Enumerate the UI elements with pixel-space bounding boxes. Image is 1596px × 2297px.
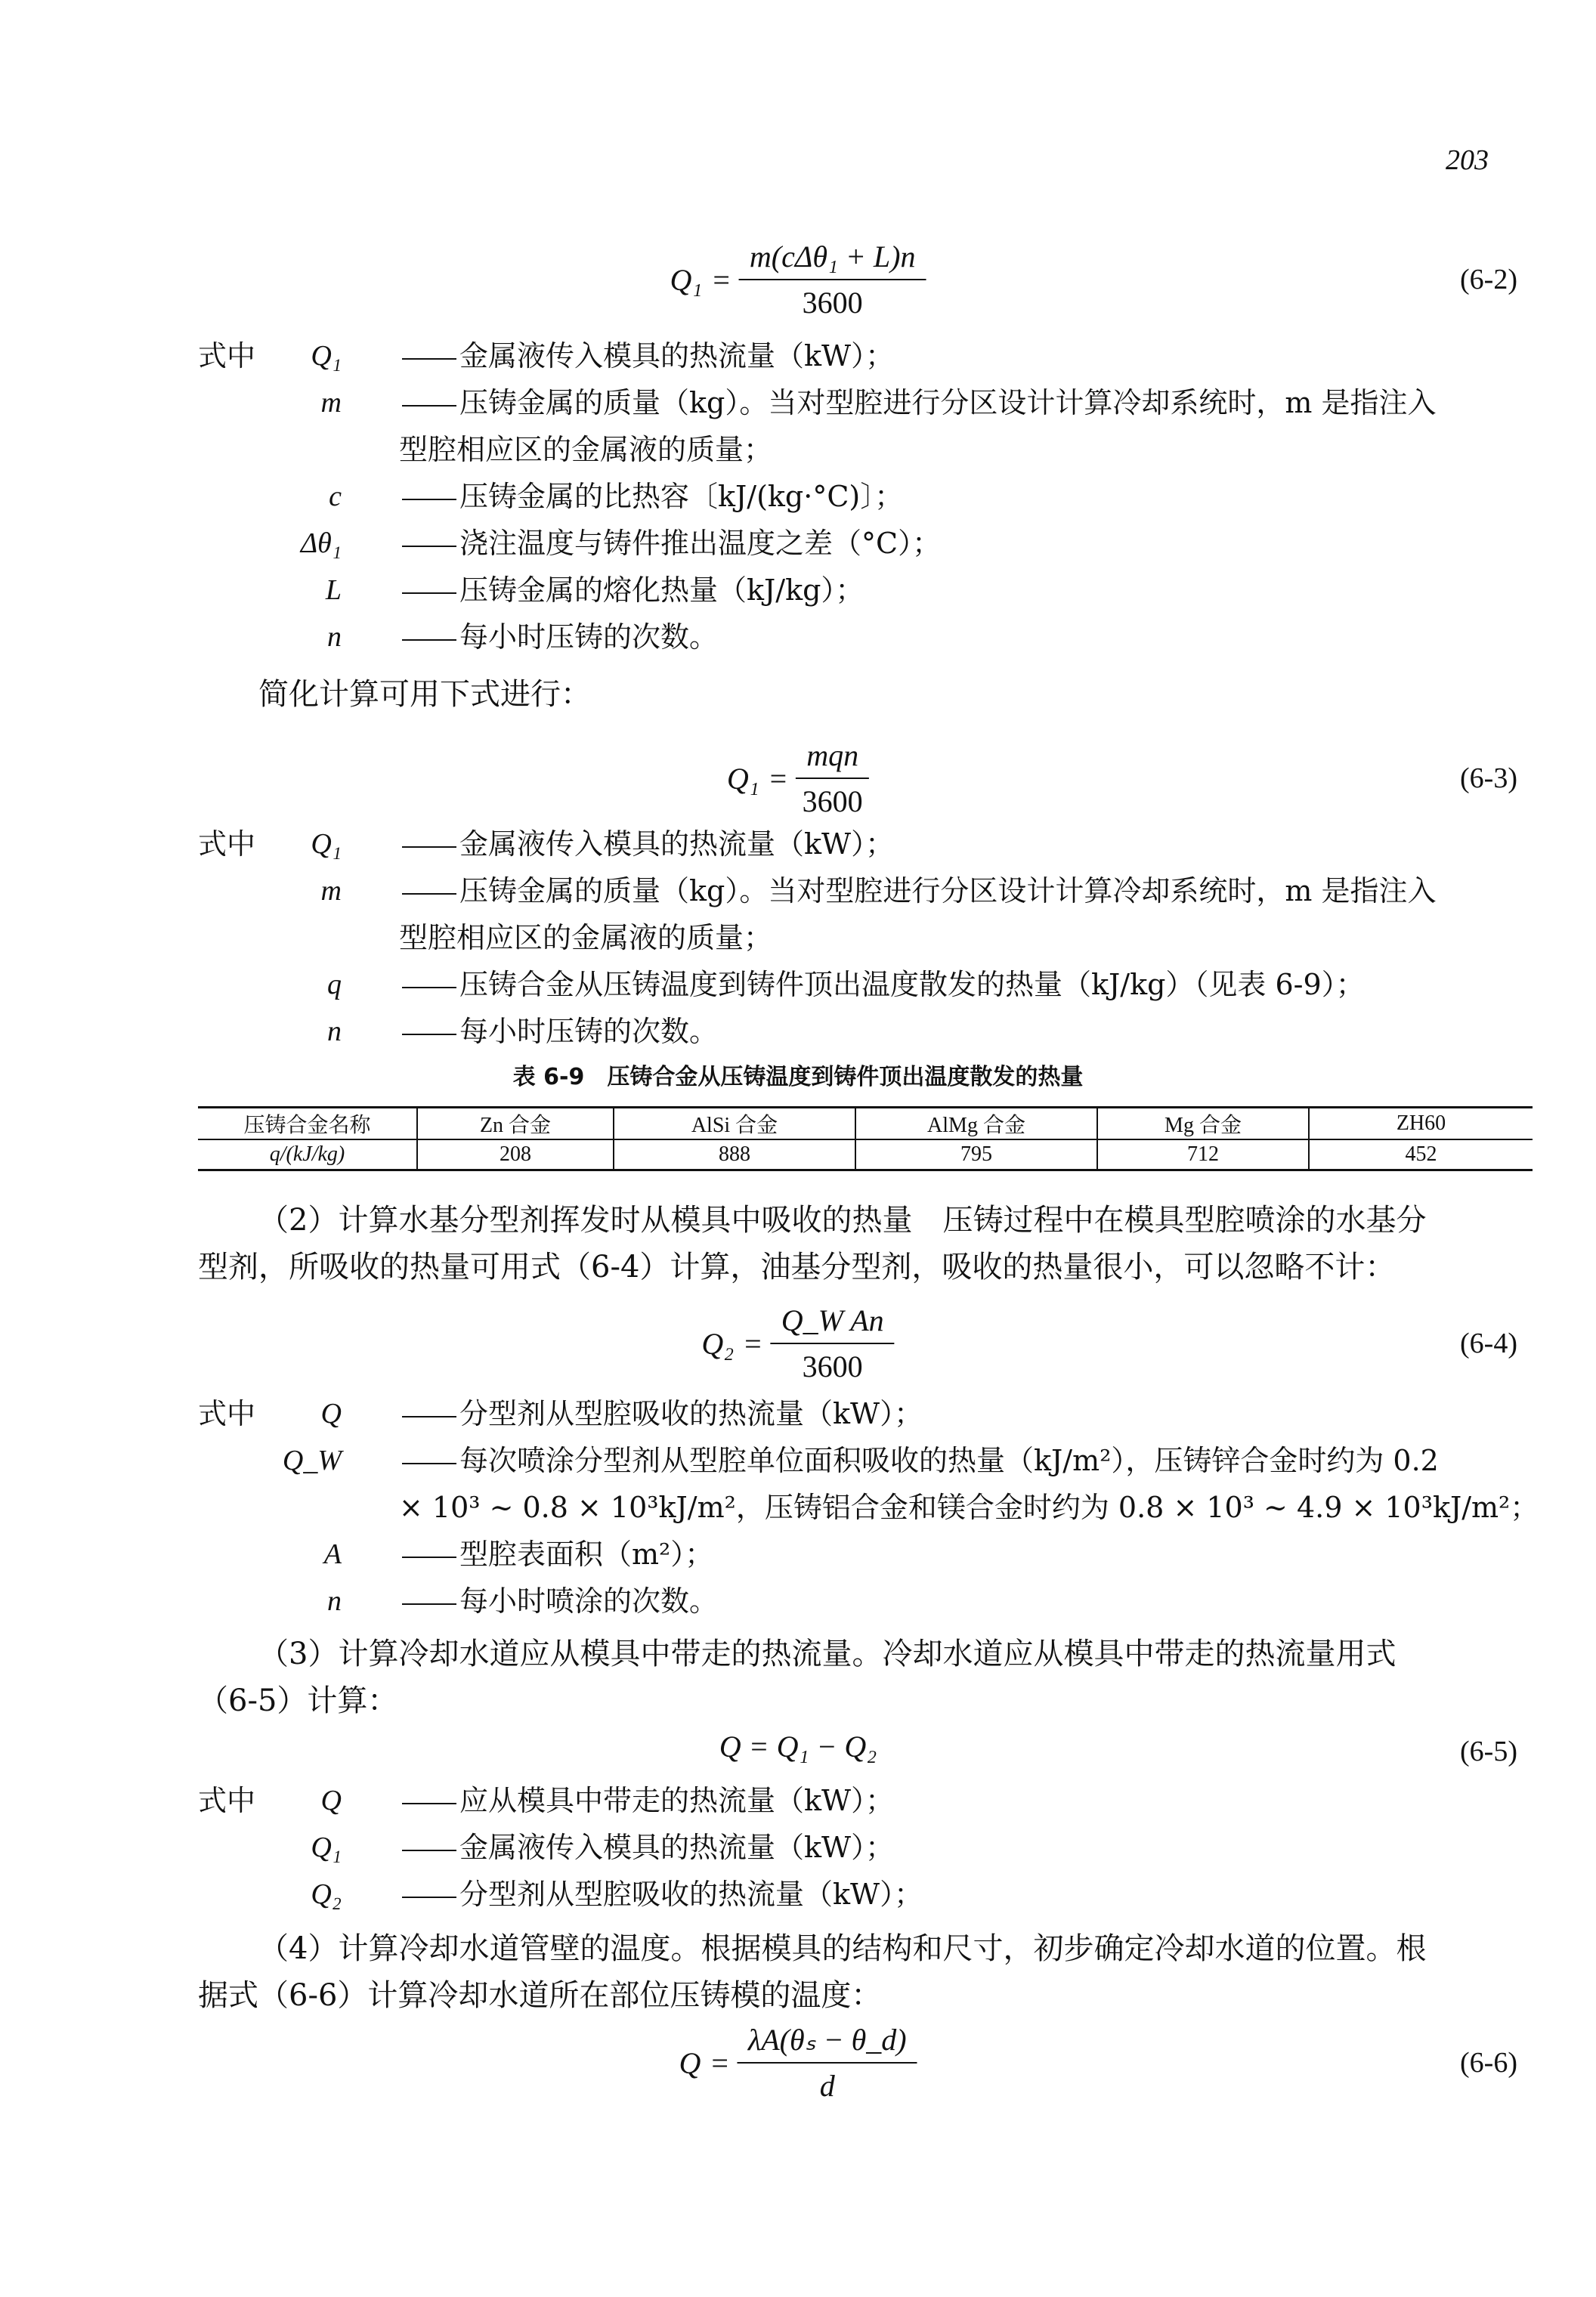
definition-row: [0, 1824, 1596, 1871]
definition-row: [0, 1437, 1596, 1484]
variable-symbol: A: [323, 1538, 342, 1570]
variable-definition: 压铸金属的比热容〔kJ/(kg·°C)〕；: [399, 473, 903, 520]
variable-definition: 分型剂从型腔吸收的热流量（kW）；: [399, 1871, 923, 1918]
variable-definitions-6-4: [0, 1390, 1596, 1625]
variable-definition: 压铸金属的质量（kg）。当对型腔进行分区设计计算冷却系统时，m 是指注入: [399, 867, 1436, 914]
equals-sign: =: [711, 2045, 728, 2080]
fraction: [796, 737, 869, 819]
definition-row: [0, 1578, 1596, 1625]
equals-sign: =: [744, 1326, 762, 1361]
fraction-denominator: 3600: [802, 1349, 863, 1383]
definition-continuation: × 10³ ~ 0.8 × 10³kJ/m²，压铸铝合金和镁合金时约为 0.8 × 10³ ~ 4.9 × 10³kJ/m²；: [399, 1491, 1539, 1524]
variable-definition: 每小时喷涂的次数。: [399, 1578, 718, 1625]
equation-6-6: [0, 2010, 1596, 2116]
simplified-intro: 简化计算可用下式进行：: [258, 677, 591, 712]
table-header-cell: AlMg 合金: [855, 1108, 1097, 1140]
variable-definition: 应从模具中带走的热流量（kW）；: [399, 1777, 894, 1824]
definition-row: [0, 867, 1596, 914]
table-cell: 888: [614, 1139, 855, 1170]
variable-definition: 型腔表面积（m²）；: [399, 1531, 713, 1578]
variable-symbol: m: [320, 875, 342, 907]
variable-symbol: q: [327, 969, 342, 1000]
definition-row: [0, 1531, 1596, 1578]
table-row-label: q/(kJ/kg): [198, 1139, 417, 1170]
variable-symbol: Q₁: [311, 828, 342, 860]
variable-definition: 浇注温度与铸件推出温度之差（°C）；: [399, 520, 941, 567]
fraction-numerator: Q_W An: [781, 1303, 884, 1337]
definition-row: [0, 1008, 1596, 1055]
table-header-cell: AlSi 合金: [614, 1108, 855, 1140]
definition-row: [0, 961, 1596, 1008]
variable-definition: 金属液传入模具的热流量（kW）；: [399, 332, 894, 379]
where-label: 式中: [198, 339, 256, 373]
fraction-numerator: λA(θₛ − θ_d): [747, 2023, 907, 2057]
fraction-denominator: 3600: [802, 784, 863, 818]
variable-symbol: Q₁: [311, 1832, 342, 1863]
paragraph-4: （4）计算冷却水道管壁的温度。根据模具的结构和尺寸，初步确定冷却水道的位置。根 据式（6-6）计算冷却水道所在部位压铸模的温度：: [198, 1931, 1427, 2013]
variable-symbol: Q: [320, 1398, 342, 1430]
equals-sign: =: [769, 761, 787, 796]
equals-sign: =: [713, 262, 730, 297]
equation-6-2: [0, 227, 1596, 332]
variable-definition: 分型剂从型腔吸收的热流量（kW）；: [399, 1390, 923, 1437]
variable-definition: 压铸金属的熔化热量（kJ/kg）；: [399, 567, 864, 614]
table-caption: 表 6-9 压铸合金从压铸温度到铸件顶出温度散发的热量: [512, 1064, 1084, 1090]
equation-lhs: Q: [679, 2045, 701, 2080]
paragraph-2: （2）计算水基分型剂挥发时从模具中吸收的热量 压铸过程中在模具型腔喷涂的水基分 型剂，所吸收的热量可用式（6-4）计算，油基分型剂，吸收的热量很小，可以忽略不计：: [198, 1203, 1427, 1285]
table-cell: 712: [1097, 1139, 1309, 1170]
where-label: 式中: [198, 1397, 256, 1430]
definition-row: [0, 821, 1596, 867]
equation-number: (6-6): [1460, 2047, 1517, 2079]
variable-definition: 每小时压铸的次数。: [399, 1008, 718, 1055]
definition-continuation: 型腔相应区的金属液的质量；: [399, 921, 773, 954]
fraction: [739, 239, 926, 320]
definition-row: [0, 1777, 1596, 1824]
definition-row: [0, 379, 1596, 426]
equation-number: (6-3): [1460, 762, 1517, 794]
page-number: 203: [1446, 144, 1489, 176]
definition-row: [0, 332, 1596, 379]
variable-definition: 每小时压铸的次数。: [399, 614, 718, 660]
table-header-cell: ZH60: [1309, 1108, 1533, 1140]
equation-number: (6-4): [1460, 1328, 1517, 1359]
variable-symbol: c: [329, 481, 342, 512]
definition-row: [0, 1390, 1596, 1437]
variable-definitions-6-2: [0, 332, 1596, 660]
variable-definitions-6-5: [0, 1777, 1596, 1918]
definition-row: [0, 520, 1596, 567]
variable-symbol: n: [327, 621, 342, 653]
variable-definition: 压铸合金从压铸温度到铸件顶出温度散发的热量（kJ/kg）（见表 6-9）；: [399, 961, 1365, 1008]
table-cell: 795: [855, 1139, 1097, 1170]
paragraph-3: （3）计算冷却水道应从模具中带走的热流量。冷却水道应从模具中带走的热流量用式 （6-5）计算：: [198, 1637, 1396, 1718]
heat-release-table: [198, 1106, 1533, 1171]
equation-expression: Q = Q₁ − Q₂: [719, 1730, 877, 1764]
variable-symbol: Q₁: [311, 340, 342, 372]
definition-row: [0, 567, 1596, 614]
definition-continuation: 型腔相应区的金属液的质量；: [399, 433, 773, 466]
fraction-denominator: d: [819, 2069, 835, 2103]
table-header-row: [198, 1108, 1533, 1140]
fraction-numerator: mqn: [806, 738, 859, 772]
equation-lhs: Q₁: [670, 262, 703, 297]
variable-symbol: Q_W: [282, 1445, 342, 1476]
equation-6-4: [0, 1291, 1596, 1396]
equation-lhs: Q₁: [726, 761, 759, 796]
variable-definition: 金属液传入模具的热流量（kW）；: [399, 1824, 894, 1871]
fraction: [738, 2022, 917, 2104]
variable-symbol: n: [327, 1016, 342, 1047]
table-value-row: [198, 1139, 1533, 1170]
equation-number: (6-5): [1460, 1736, 1517, 1767]
variable-definitions-6-3: [0, 821, 1596, 1055]
equation-number: (6-2): [1460, 264, 1517, 295]
where-label: 式中: [198, 827, 256, 861]
variable-symbol: Q₂: [311, 1878, 342, 1910]
variable-symbol: m: [320, 387, 342, 419]
variable-symbol: n: [327, 1585, 342, 1617]
table-header-cell: Zn 合金: [417, 1108, 614, 1140]
fraction-numerator: m(cΔθ₁ + L)n: [749, 240, 916, 274]
fraction: [771, 1303, 895, 1384]
definition-row: [0, 473, 1596, 520]
where-label: 式中: [198, 1784, 256, 1817]
table-header-cell: Mg 合金: [1097, 1108, 1309, 1140]
variable-definition: 压铸金属的质量（kg）。当对型腔进行分区设计计算冷却系统时，m 是指注入: [399, 379, 1436, 426]
table-cell: 452: [1309, 1139, 1533, 1170]
definition-row: [0, 614, 1596, 660]
variable-symbol: Q: [320, 1785, 342, 1816]
table-cell: 208: [417, 1139, 614, 1170]
equation-lhs: Q₂: [701, 1326, 735, 1361]
variable-symbol: L: [325, 574, 342, 606]
equation-6-3: [0, 725, 1596, 831]
variable-definition: 金属液传入模具的热流量（kW）；: [399, 821, 894, 867]
fraction-denominator: 3600: [802, 286, 863, 320]
definition-row: [0, 1871, 1596, 1918]
table-row-label: 压铸合金名称: [198, 1108, 417, 1140]
variable-definition: 每次喷涂分型剂从型腔单位面积吸收的热量（kJ/m²），压铸锌合金时约为 0.2: [399, 1437, 1439, 1484]
variable-symbol: Δθ₁: [300, 527, 342, 559]
